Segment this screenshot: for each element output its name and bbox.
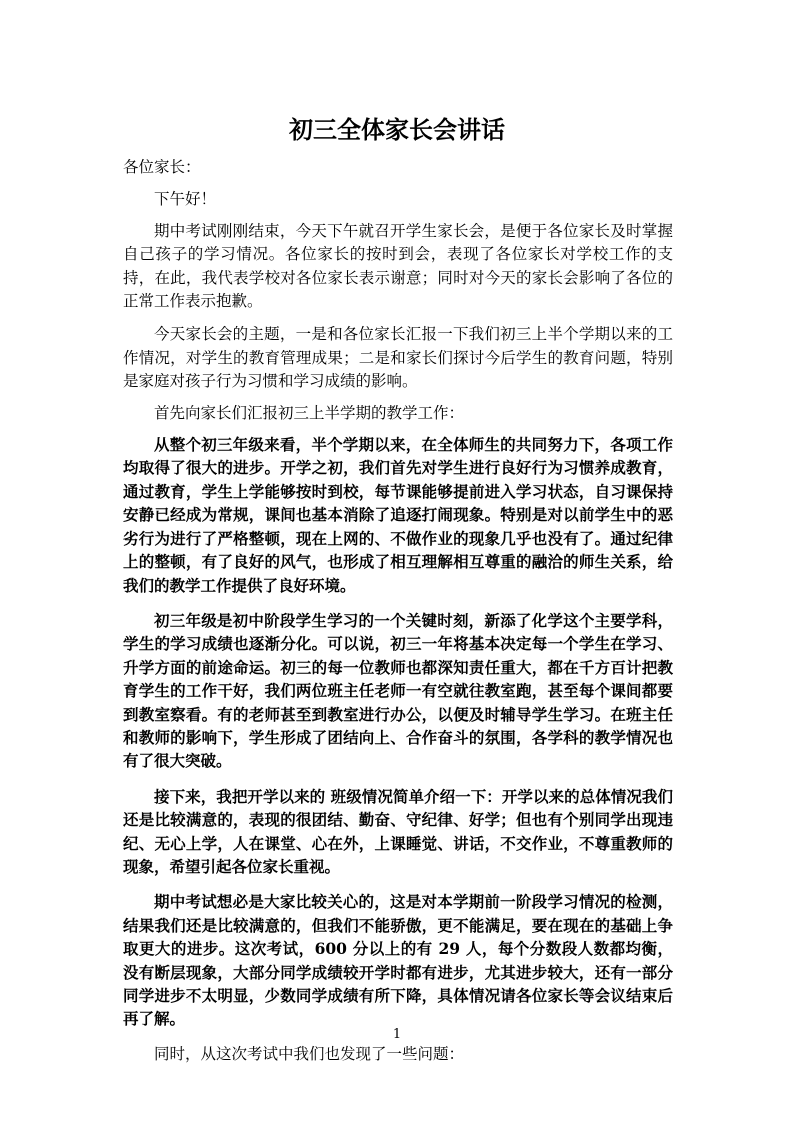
document-title: 初三全体家长会讲话 bbox=[289, 116, 505, 144]
paragraph-1: 期中考试刚刚结束，今天下午就召开学生家长会，是便于各位家长及时掌握自己孩子的学习情况。各位家长的按时到会，表现了各位家长对学校工作的支持，在此，我代表学校对各位家长表示谢意；同时对今天的家长会影响了各位的正常工作表示抱歉。 bbox=[123, 221, 673, 311]
greeting: 下午好！ bbox=[154, 190, 217, 209]
paragraph-6: 接下来，我把开学以来的 班级情况简单介绍一下：开学以来的总体情况我们还是比较满意的，表现的很团结、勤奋、守纪律、好学；但也有个别同学出现违纪、无心上学，人在课堂、心在外，上课睡觉、讲话，不交作业，不尊重教师的现象，希望引起各位家长重视。 bbox=[123, 786, 673, 876]
page-number: 1 bbox=[392, 1027, 402, 1042]
paragraph-7: 期中考试想必是大家比较关心的，这是对本学期前一阶段学习情况的检测，结果我们还是比较满意的，但我们不能骄傲，更不能满足，要在现在的基础上争取更大的进步。这次考试，600 分以上的有 29 人，每个分数段人数都均衡，没有断层现象，大部分同学成绩较开学时都有进步，尤其进步较大，还有一部分同学进步不太明显，少数同学成绩有所下降，具体情况请各位家长等会议结束后再了解。 bbox=[123, 892, 673, 1029]
paragraph-4: 从整个初三年级来看，半个学期以来，在全体师生的共同努力下，各项工作均取得了很大的进步。开学之初，我们首先对学生进行良好行为习惯养成教育，通过教育，学生上学能够按时到校，每节课能够提前进入学习状态，自习课保持安静已经成为常规，课间也基本消除了追逐打闹现象。特别是对以前学生中的恶劣行为进行了严格整顿，现在上网的、不做作业的现象几乎也没有了。通过纪律上的整顿，有了良好的风气，也形成了相互理解相互尊重的融洽的师生关系，给我们的教学工作提供了良好环境。 bbox=[123, 435, 673, 595]
paragraph-3: 首先向家长们汇报初三上半学期的教学工作： bbox=[154, 403, 465, 422]
salutation: 各位家长： bbox=[123, 158, 201, 176]
document-body bbox=[123, 156, 673, 1066]
paragraph-8: 同时，从这次考试中我们也发现了一些问题： bbox=[154, 1044, 465, 1063]
paragraph-2: 今天家长会的主题，一是和各位家长汇报一下我们初三上半个学期以来的工作情况，对学生的教育管理成果；二是和家长们探讨今后学生的教育问题，特别是家庭对孩子行为习惯和学习成绩的影响。 bbox=[123, 325, 673, 391]
paragraph-5: 初三年级是初中阶段学生学习的一个关键时刻，新添了化学这个主要学科，学生的学习成绩也逐渐分化。可以说，初三一年将基本决定每一个学生在学习、升学方面的前途命运。初三的每一位教师也都深知责任重大，都在千方百计把教育学生的工作干好，我们两位班主任老师一有空就往教室跑，甚至每个课间都要到教室察看。有的老师甚至到教室进行办公，以便及时辅导学生学习。在班主任和教师的影响下，学生形成了团结向上、合作奋斗的氛围，各学科的教学情况也有了很大突破。 bbox=[123, 610, 673, 771]
